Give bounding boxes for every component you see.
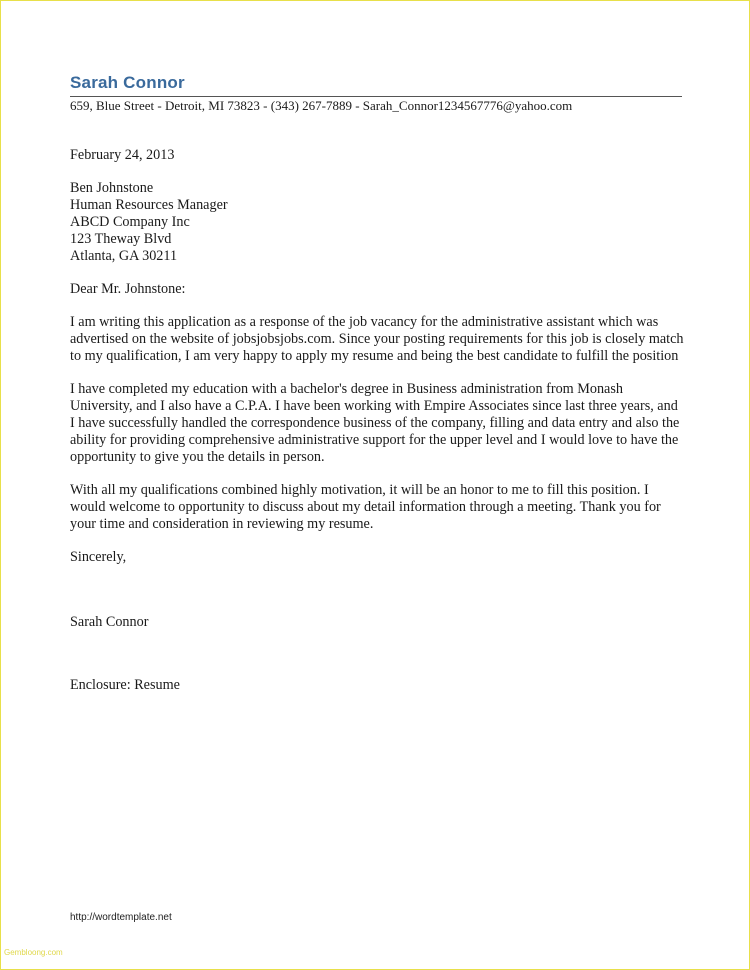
signature-space <box>70 582 685 614</box>
header-divider <box>70 96 682 97</box>
salutation: Dear Mr. Johnstone: <box>70 281 186 297</box>
recipient-title: Human Resources Manager <box>70 197 228 213</box>
recipient-company: ABCD Company Inc <box>70 214 190 230</box>
recipient-city: Atlanta, GA 30211 <box>70 248 178 264</box>
letter-body <box>70 147 685 710</box>
footer-source-link[interactable]: http://wordtemplate.net <box>70 912 172 923</box>
watermark: Gembloong.com <box>4 948 63 957</box>
enclosure: Enclosure: Resume <box>70 677 180 693</box>
recipient-name: Ben Johnstone <box>70 180 154 196</box>
enclosure-space <box>70 647 685 677</box>
paragraph-1: I am writing this application as a response of the job vacancy for the administrative assistant which was advertised on the website of jobsjobsjobs.com. Since your posting requirements for this job is closely match to my qualification, I am very happy to apply my resume and being the best candidate to fulfill the position <box>70 314 684 364</box>
recipient-address <box>70 180 685 265</box>
signature-name: Sarah Connor <box>70 614 149 630</box>
sender-contact: 659, Blue Street - Detroit, MI 73823 - (343) 267-7889 - Sarah_Connor1234567776@yahoo.com <box>70 98 573 113</box>
letter-date: February 24, 2013 <box>70 147 175 163</box>
sender-name: Sarah Connor <box>70 73 185 92</box>
paragraph-3: With all my qualifications combined highly motivation, it will be an honor to me to fill this position. I would welcome to opportunity to discuss about my detail information through a meeting. Thank you for your time and consideration in reviewing my resume. <box>70 482 661 532</box>
paragraph-2: I have completed my education with a bachelor's degree in Business administration from Monash University, and I also have a C.P.A. I have been working with Empire Associates since last three years, and I have successfully handled the correspondence business of the company, filling and data entry and also the ability for providing comprehensive administrative support for the upper level and I would love to have the opportunity to give you the details in person. <box>70 381 680 465</box>
closing: Sincerely, <box>70 549 127 565</box>
recipient-street: 123 Theway Blvd <box>70 231 172 247</box>
